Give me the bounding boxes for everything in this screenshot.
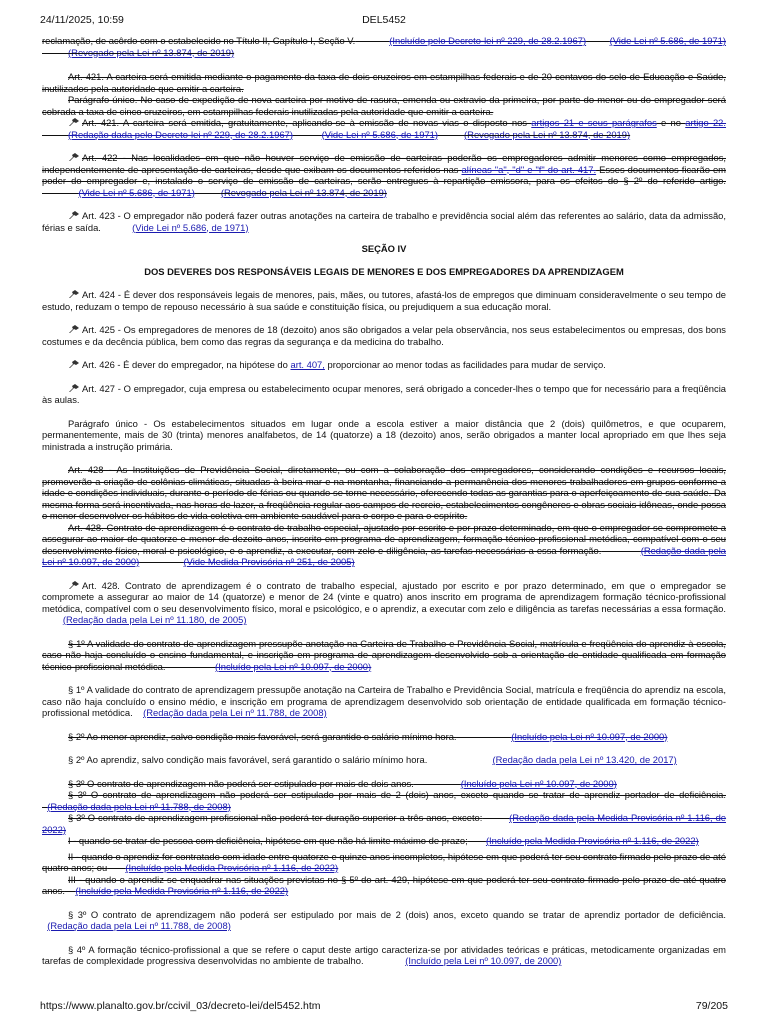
link-alineas-art417[interactable]: alíneas "a", "d" e "f" do art. 417. — [461, 163, 597, 175]
page-number: 79/205 — [695, 1000, 728, 1012]
link-incluido-lei-10097-d[interactable]: (Incluído pela Lei nº 10.097, de 2000) — [405, 955, 562, 966]
paragraph-art428: Art. 428. Contrato de aprendizagem é o contrato de trabalho especial, ajustado por escrito e por prazo determinado, em que o empregador se compromete a assegurar ao maior de 14 (quatorze) e menor de 24 (vinte e quatro) anos inscrito em programa de aprendizagem formação técnico-profissional metódica, compatível com o seu desenvolvimento físico, moral e psicológico, e o aprendiz, a executar com zelo e diligência as tarefas necessárias a essa formação. (Redação dada pela Lei nº 11.180, de 2005) — [42, 579, 726, 625]
link-incluido-lei-10097[interactable]: (Incluído pela Lei nº 10.097, de 2000) — [215, 660, 372, 672]
paragraph-art421: Art. 421. A carteira será emitida, gratuitamente, aplicando-se à emissão de novas vias o disposto nos artigos 21 e seus parágrafos e no artigo 22. (Redação dada pelo Decreto-lei nº 229, de 28.2.1967) (Vide Lei nº 5.686, de 1971) (Revogado pela Lei nº 13.874, de 2019) — [68, 117, 727, 140]
link-vide-mp-251[interactable]: (Vide Medida Provisória nº 251, de 2005) — [183, 556, 355, 567]
link-revogado-lei-13874-c[interactable]: (Revogado pela Lei nº 13.874, de 2019) — [220, 186, 387, 198]
paragraph-inciso-iii: III - quando o aprendiz se enquadrar nas situações previstas no § 5º do art. 429, hipótese em que poderá ter seu contrato firmado pelo prazo de até quatro anos. (Incluído pela Medida Provisória nº 1.116, de 2022) — [42, 873, 726, 896]
link-redacao-lei-11788[interactable]: (Redação dada pela Lei nº 11.788, de 2008) — [143, 707, 327, 718]
pin-icon[interactable] — [68, 360, 79, 369]
link-redacao-lei-11180[interactable]: (Redação dada pela Lei nº 11.180, de 2005) — [62, 614, 247, 625]
link-artigos-21[interactable]: artigos 21 e seus parágrafos — [531, 117, 657, 128]
link-redacao-mp-1116[interactable]: (Redação dada pela Medida Provisória nº 1.116, de 2022) — [42, 812, 727, 835]
page-url: https://www.planalto.gov.br/ccivil_03/decreto-lei/del5452.htm — [40, 1000, 321, 1012]
paragraph-par3-mp: § 3º O contrato de aprendizagem profissional não poderá ter duração superior a três anos, exceto: (Redação dada pela Medida Provisória nº 1.116, de 2022) — [42, 812, 727, 835]
paragraph-art421-paragrafo: Parágrafo único. No caso de expedição de nova carteira por motivo de rasura, emenda ou extravio da primeira, por parte do menor ou do empregador será cobrada a taxa de cinco cruzeiros, em estampilhas federais inutilizadas pela autoridade que emitir a carteira. — [42, 94, 726, 117]
link-redacao-lei-13420[interactable]: (Redação dada pela Lei nº 13.420, de 2017) — [492, 754, 677, 765]
link-redacao-lei-10097[interactable]: (Redação dada pela Lei nº 10.097, de 2000) — [42, 544, 726, 567]
paragraph-art428-2000: Art. 428. Contrato de aprendizagem é o contrato de trabalho especial, ajustado por escrito e por prazo determinado, em que o empregador se compromete a assegurar ao maior de quatorze e menor de dezoito anos, inscrito em programa de aprendizagem, formação técnico-profissional metódica, compatível com o seu desenvolvimento físico, moral e psicológico, e o aprendiz, a executar, com zelo e diligência, as tarefas necessárias a essa formação. (Redação dada pela Lei nº 10.097, de 2000) (Vide Medida Provisória nº 251, de 2005) — [42, 521, 726, 567]
link-redacao-dl229[interactable]: (Redação dada pelo Decreto-lei nº 229, de 28.2.1967) — [68, 128, 293, 140]
link-incluido-lei-10097-b[interactable]: (Incluído pela Lei nº 10.097, de 2000) — [511, 730, 668, 742]
paragraph-par1: § 1º A validade do contrato de aprendizagem pressupõe anotação na Carteira de Trabalho e Previdência Social, matrícula e freqüência do aprendiz na escola, caso não haja concluído o ensino médio, e inscrição em programa de aprendizagem desenvolvido sob orientação de entidade qualificada em formação técnico-profissional metódica. (Redação dada pela Lei nº 11.788, de 2008) — [42, 684, 726, 718]
paragraph-par2: § 2º Ao aprendiz, salvo condição mais favorável, será garantido o salário mínimo hora. (Redação dada pela Lei nº 13.420, de 2017) — [68, 754, 677, 765]
paragraph-par1-2000: § 1º A validade do contrato de aprendizagem pressupõe anotação na Carteira de Trabalho e Previdência Social, matrícula e freqüência do aprendiz à escola, caso não haja concluído o ensino fundamental, e inscrição em programa de aprendizagem desenvolvido sob a orientação de entidade qualificada em formação técnico-profissional metódica. (Incluído pela Lei nº 10.097, de 2000) — [42, 637, 726, 672]
print-header — [40, 14, 728, 26]
paragraph-inciso-i: I - quando se tratar de pessoa com deficiência, hipótese em que não há limite máximo de prazo; (Incluído pela Medida Provisória nº 1.116, de 2022) — [68, 835, 699, 846]
link-incluido-mp-1116-b[interactable]: (Incluído pela Medida Provisória nº 1.116, de 2022) — [125, 862, 339, 873]
document-title: DEL5452 — [362, 14, 406, 26]
link-revogado-lei-13874[interactable]: (Revogado pela Lei nº 13.874, de 2019) — [68, 46, 235, 58]
print-footer — [40, 1000, 728, 1012]
pin-icon[interactable] — [68, 325, 79, 334]
paragraph-par4: § 4º A formação técnico-profissional a que se refere o caput deste artigo caracteriza-se por atividades teóricas e práticas, metodicamente organizadas em tarefas de complexidade progressiva desenvolvidas no ambiente de trabalho. (Incluído pela Lei nº 10.097, de 2000) — [42, 943, 726, 966]
link-vide-lei-5686-b[interactable]: (Vide Lei nº 5.686, de 1971) — [321, 128, 438, 140]
section-title: DOS DEVERES DOS RESPONSÁVEIS LEGAIS DE MENORES E DOS EMPREGADORES DA APRENDIZAGEM — [144, 265, 624, 277]
link-incluido-mp-1116-c[interactable]: (Incluído pela Medida Provisória nº 1.116, de 2022) — [75, 885, 289, 896]
paragraph-art427: Art. 427 - O empregador, cuja empresa ou estabelecimento ocupar menores, será obrigado a conceder-lhes o tempo que for necessário para a freqüência às aulas. — [42, 382, 726, 405]
link-vide-lei-5686[interactable]: (Vide Lei nº 5.686, de 1971) — [609, 35, 726, 46]
link-incluido-dl229[interactable]: (Incluído pelo Decreto-lei nº 229, de 28.2.1967) — [389, 35, 587, 46]
link-vide-lei-5686-c[interactable]: (Vide Lei nº 5.686, de 1971) — [78, 186, 195, 198]
paragraph-par3-2000: § 3º O contrato de aprendizagem não poderá ser estipulado por mais de dois anos. (Incluído pela Lei nº 10.097, de 2000) — [68, 777, 617, 789]
paragraph-inciso-ii: II - quando o aprendiz for contratado com idade entre quatorze e quinze anos incompletos, hipótese em que poderá ter seu contrato firmado pelo prazo de até quatro anos; ou (Incluído pela Medida Provisória nº 1.116, de 2022) — [42, 850, 726, 873]
link-artigo-22[interactable]: artigo 22. — [685, 117, 727, 128]
pin-icon[interactable] — [68, 153, 79, 162]
pin-icon[interactable] — [68, 384, 79, 393]
pin-icon[interactable] — [68, 290, 79, 299]
paragraph-art422: Art. 422 - Nas localidades em que não houver serviço de emissão de carteiras poderão os empregadores admitir menores como empregados, independentemente de apresentação de carteiras, desde que exibam os documentos referidos nas alíneas "a", "d" e "f" do art. 417. Esses documentos ficarão em poder do empregador e, instalado o serviço de emissão de carteiras, serão entregues à repartição emissora, para os efeitos do § 2º do referido artigo. (Vide Lei nº 5.686, de 1971) (Revogado pela Lei nº 13.874, de 2019) — [42, 152, 726, 198]
pin-icon[interactable] — [68, 211, 79, 220]
link-redacao-lei-11788-c[interactable]: (Redação dada pela Lei nº 11.788, de 2008) — [47, 920, 231, 931]
pin-icon[interactable] — [68, 581, 79, 590]
paragraph-art423: Art. 423 - O empregador não poderá fazer outras anotações na carteira de trabalho e previdência social além das referentes ao salário, data da admissão, férias e saída. (Vide Lei nº 5.686, de 1971) — [42, 210, 726, 233]
paragraph-art424: Art. 424 - É dever dos responsáveis legais de menores, pais, mães, ou tutores, afastá-los de empregos que diminuam consideravelmente o seu tempo de estudo, reduzam o tempo de repouso necessário à sua saúde e constituição física, ou prejudiquem a sua educação moral. — [42, 289, 726, 312]
pin-icon[interactable] — [68, 118, 79, 127]
link-revogado-lei-13874-b[interactable]: (Revogado pela Lei nº 13.874, de 2019) — [464, 128, 631, 140]
print-date: 24/11/2025, 10:59 — [40, 14, 124, 26]
link-incluido-lei-10097-c[interactable]: (Incluído pela Lei nº 10.097, de 2000) — [460, 777, 617, 789]
paragraph-par3: § 3º O contrato de aprendizagem não poderá ser estipulado por mais de 2 (dois) anos, exceto quando se tratar de aprendiz portador de deficiência. (Redação dada pela Lei nº 11.788, de 2008) — [47, 908, 726, 931]
link-vide-lei-5686-d[interactable]: (Vide Lei nº 5.686, de 1971) — [132, 221, 249, 233]
link-art407[interactable]: art. 407, — [290, 359, 325, 370]
law-text — [42, 35, 726, 967]
paragraph-art426: Art. 426 - É dever do empregador, na hipótese do art. 407, proporcionar ao menor todas as facilidades para mudar de serviço. — [42, 359, 726, 371]
paragraph-art427-paragrafo: Parágrafo único - Os estabelecimentos situados em lugar onde a escola estiver a maior distância que 2 (dois) quilômetros, e que ocuparem, permanentemente, mais de 30 (trinta) menores analfabetos, de 14 (quatorze) a 18 (dezoito) anos, serão obrigados a manter local apropriado em que lhes seja ministrada a instrução primária. — [42, 417, 726, 452]
paragraph-par2-2000: § 2º Ao menor aprendiz, salvo condição mais favorável, será garantido o salário mínimo hora. (Incluído pela Lei nº 10.097, de 2000) — [68, 730, 668, 742]
link-incluido-mp-1116-a[interactable]: (Incluído pela Medida Provisória nº 1.116, de 2022) — [485, 835, 699, 846]
paragraph-art425: Art. 425 - Os empregadores de menores de 18 (dezoito) anos são obrigados a velar pela observância, nos seus estabelecimentos ou empresas, dos bons costumes e da decência pública, bem como das regras da segurança e da medicina do trabalho. — [42, 324, 726, 347]
link-redacao-lei-11788-b[interactable]: (Redação dada pela Lei nº 11.788, de 2008) — [47, 800, 231, 812]
paragraph-art428-original: Art. 428 - As Instituições de Previdência Social, diretamente, ou com a colaboração dos empregadores, considerando condições e recursos locais, promoverão a criação de colônias climáticas, situadas à beira-mar e na montanha, financiando a permanência dos menores trabalhadores em grupos conforme a idade e condições individuais, durante o período de férias ou quando se torne necessário, oferecendo todas as garantias para o aperfeiçoamento de sua saúde. Da mesma forma será incentivada, nas horas de lazer, a freqüência regular aos campos de recreio, estabelecimentos congêneres e obras sociais idôneas, onde possa o menor desenvolver os hábitos de vida coletiva em ambiente saudável para o corpo e para o espírito. — [42, 464, 726, 521]
paragraph-art421-old: Art. 421. A carteira será emitida mediante o pagamento da taxa de dois cruzeiros em estampilhas federais e de 20 centavos do selo de Educação e Saúde, inutilizados pela autoridade que emitir a carteira. — [42, 71, 726, 94]
paragraph-p0: reclamação, de acôrdo com o estabelecido no Título II, Capítulo I, Seção V. (Incluído pelo Decreto-lei nº 229, de 28.2.1967) (Vide Lei nº 5.686, de 1971) (Revogado pela Lei nº 13.874, de 2019) — [42, 35, 726, 58]
paragraph-par3-2008: § 3º O contrato de aprendizagem não poderá ser estipulado por mais de 2 (dois) anos, exceto quando se tratar de aprendiz portador de deficiência. (Redação dada pela Lei nº 11.788, de 2008) — [47, 789, 726, 812]
section-heading: SEÇÃO IV — [361, 243, 407, 254]
